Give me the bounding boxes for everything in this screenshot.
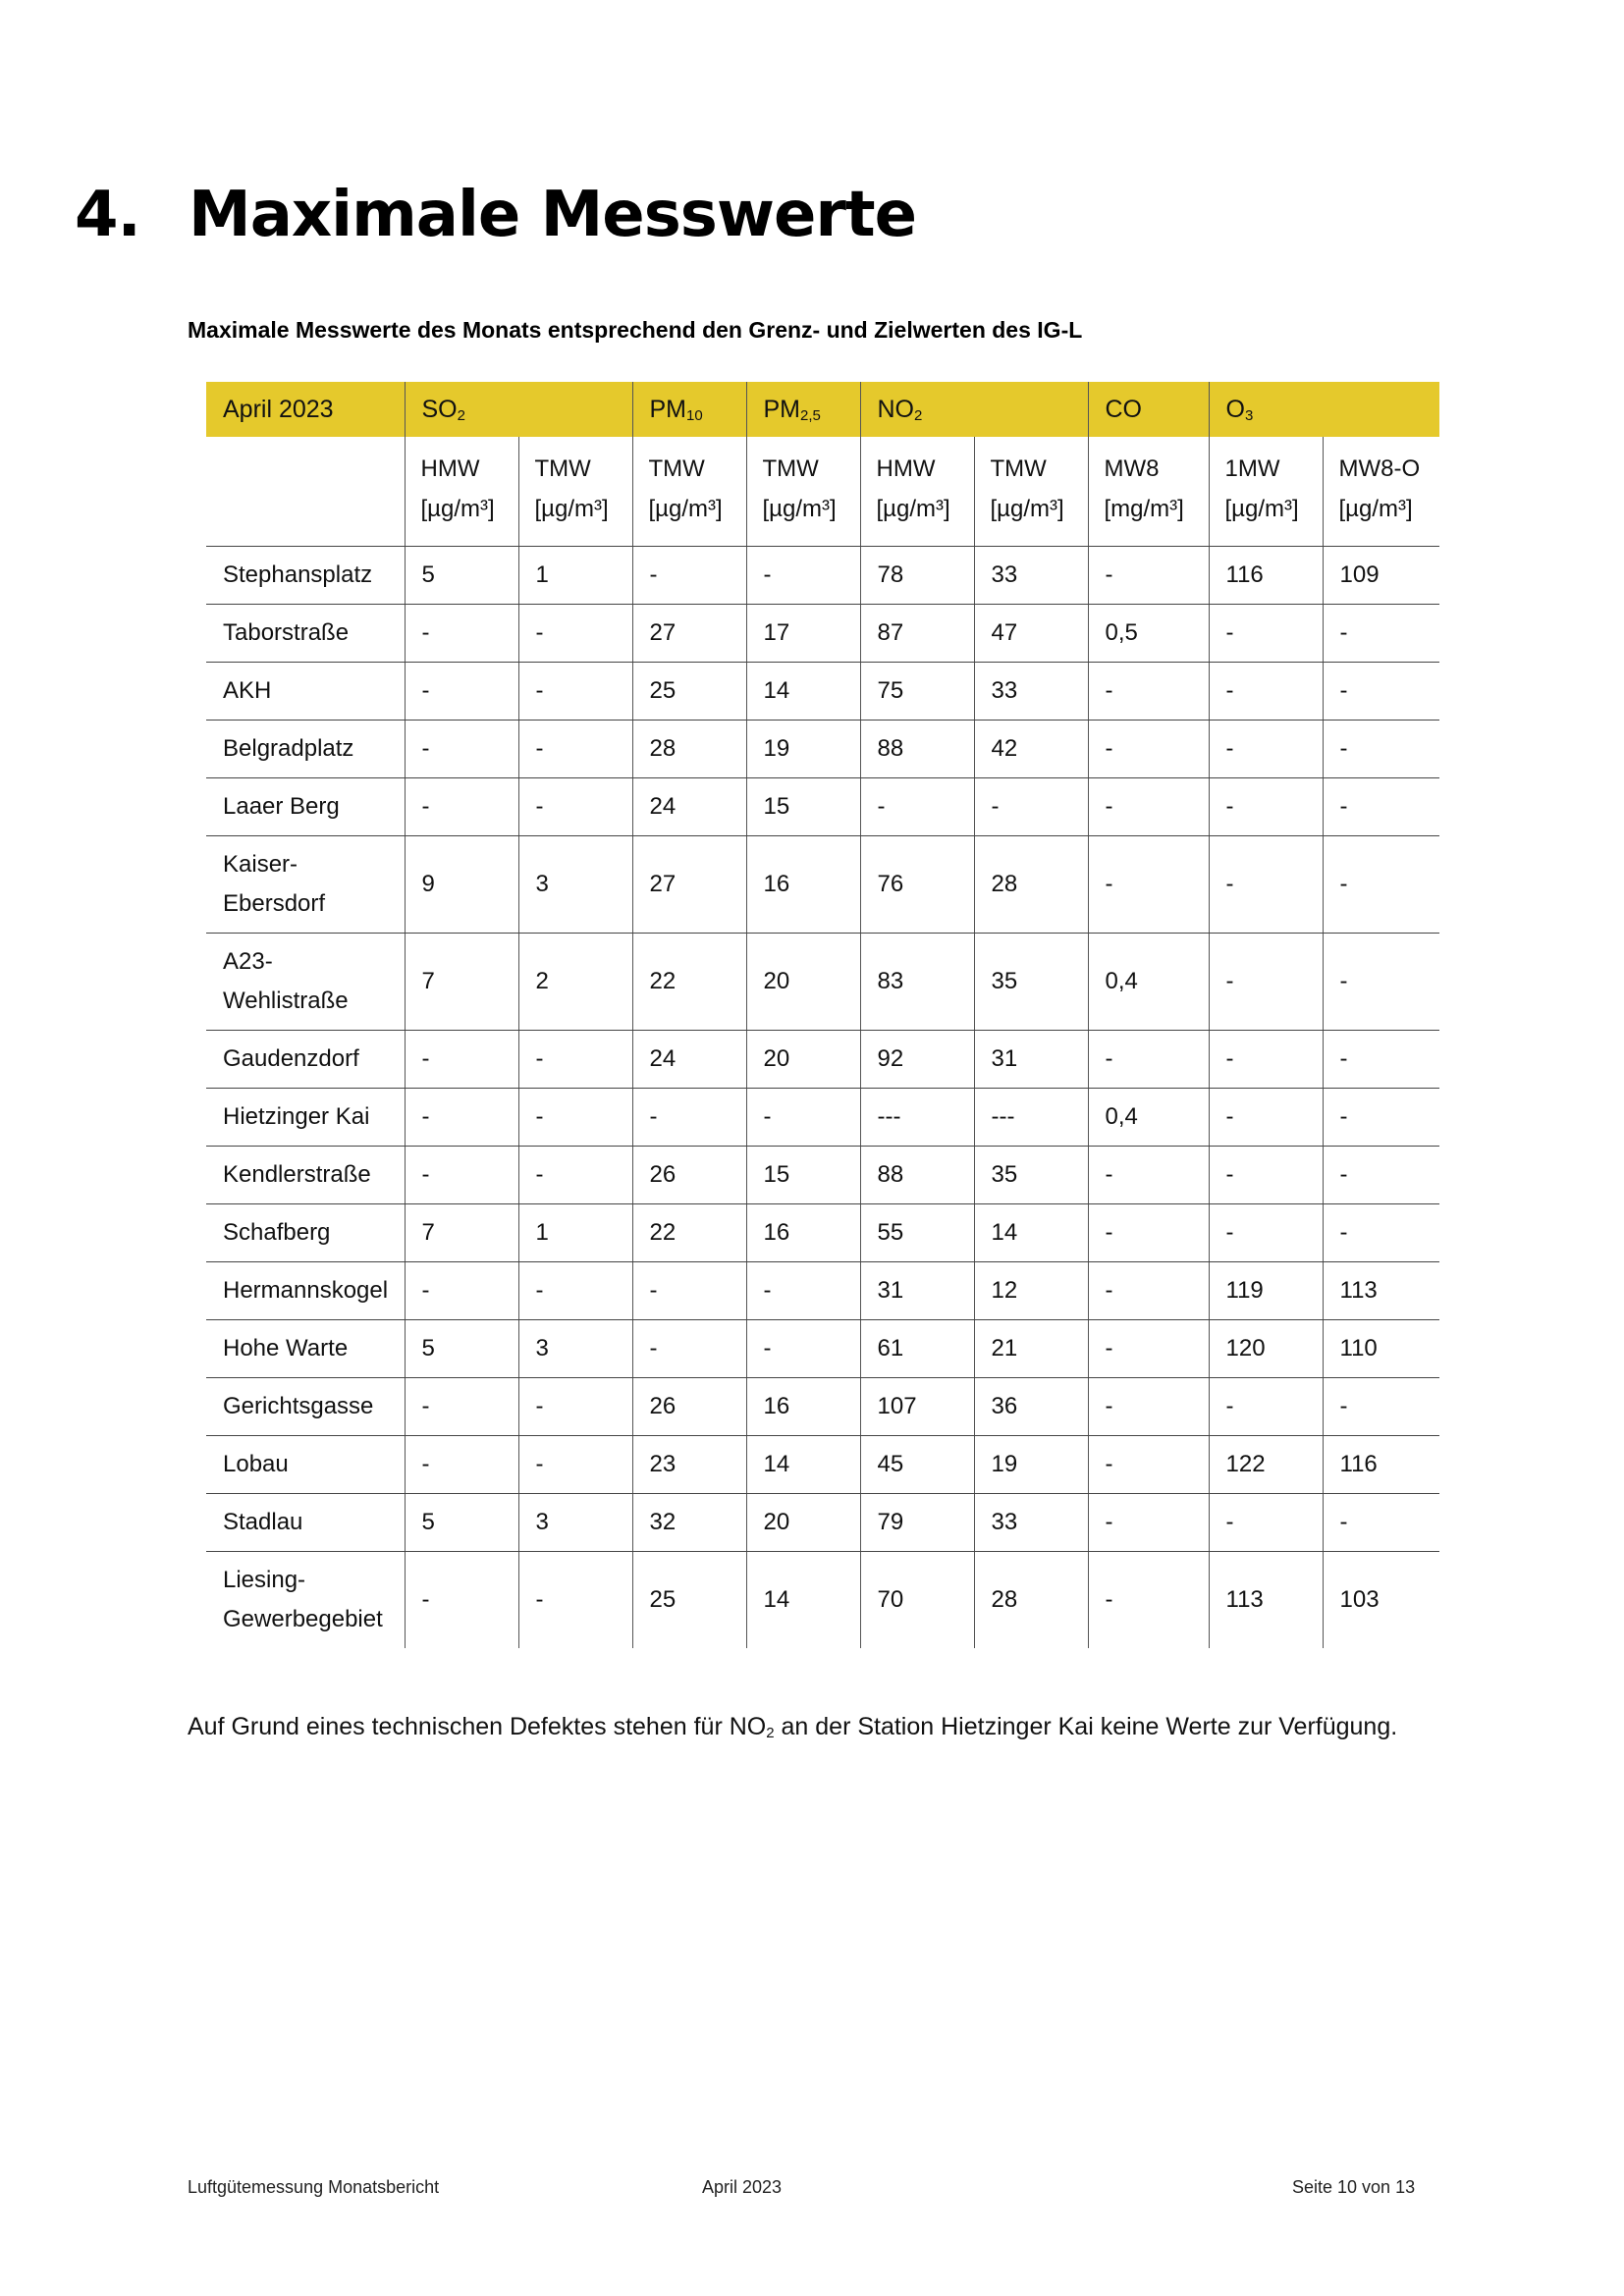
value-cell: - xyxy=(518,663,632,721)
value-cell: 7 xyxy=(405,934,518,1031)
value-cell: 32 xyxy=(632,1494,746,1552)
value-cell: 24 xyxy=(632,778,746,836)
value-cell: 19 xyxy=(974,1436,1088,1494)
value-cell: - xyxy=(1323,721,1439,778)
value-cell: 122 xyxy=(1209,1436,1323,1494)
footer-period: April 2023 xyxy=(702,2177,783,2197)
station-name: Hohe Warte xyxy=(206,1320,405,1378)
value-cell: 27 xyxy=(632,605,746,663)
value-cell: - xyxy=(405,1262,518,1320)
value-cell: 3 xyxy=(518,836,632,934)
value-cell: - xyxy=(1323,1147,1439,1204)
value-cell: - xyxy=(1209,1494,1323,1552)
value-cell: 119 xyxy=(1209,1262,1323,1320)
value-cell: - xyxy=(1088,1552,1209,1649)
group-header-no2: $NO_2$ xyxy=(860,382,1088,437)
value-cell: 20 xyxy=(746,934,860,1031)
column-header: TMW [µg/m³] xyxy=(746,437,860,547)
value-cell: - xyxy=(1209,1204,1323,1262)
value-cell: - xyxy=(746,1089,860,1147)
value-cell: - xyxy=(1088,778,1209,836)
value-cell: 28 xyxy=(974,836,1088,934)
value-cell: 25 xyxy=(632,663,746,721)
table-row xyxy=(206,663,1439,721)
value-cell: 33 xyxy=(974,663,1088,721)
value-cell: - xyxy=(1323,934,1439,1031)
value-cell: 61 xyxy=(860,1320,974,1378)
station-name: Belgradplatz xyxy=(206,721,405,778)
value-cell: 26 xyxy=(632,1378,746,1436)
value-cell: - xyxy=(1088,1262,1209,1320)
value-cell: 14 xyxy=(974,1204,1088,1262)
value-cell: - xyxy=(632,1089,746,1147)
value-cell: - xyxy=(1209,605,1323,663)
station-name: Laaer Berg xyxy=(206,778,405,836)
value-cell: - xyxy=(1209,778,1323,836)
value-cell: - xyxy=(405,1031,518,1089)
table-body xyxy=(206,547,1439,1649)
value-cell: 0,5 xyxy=(1088,605,1209,663)
value-cell: - xyxy=(518,1262,632,1320)
value-cell: 107 xyxy=(860,1378,974,1436)
value-cell: - xyxy=(1088,1147,1209,1204)
column-header: 1MW [µg/m³] xyxy=(1209,437,1323,547)
table-row xyxy=(206,1378,1439,1436)
column-header: MW8 [mg/m³] xyxy=(1088,437,1209,547)
value-cell: 33 xyxy=(974,547,1088,605)
value-cell: 5 xyxy=(405,547,518,605)
value-cell: 36 xyxy=(974,1378,1088,1436)
section-title: Maximale Messwerte xyxy=(189,179,916,251)
group-header-o3: $O_3$ xyxy=(1209,382,1439,437)
value-cell: - xyxy=(746,547,860,605)
value-cell: 15 xyxy=(746,1147,860,1204)
value-cell: - xyxy=(746,1320,860,1378)
value-cell: 3 xyxy=(518,1494,632,1552)
value-cell: 103 xyxy=(1323,1552,1439,1649)
station-name: Hermannskogel xyxy=(206,1262,405,1320)
value-cell: - xyxy=(405,1089,518,1147)
station-name: AKH xyxy=(206,663,405,721)
group-header-so2: $SO_2$ xyxy=(405,382,632,437)
value-cell: - xyxy=(1323,663,1439,721)
value-cell: - xyxy=(405,605,518,663)
value-cell: - xyxy=(1088,721,1209,778)
value-cell: 21 xyxy=(974,1320,1088,1378)
value-cell: 16 xyxy=(746,1378,860,1436)
value-cell: 25 xyxy=(632,1552,746,1649)
value-cell: 55 xyxy=(860,1204,974,1262)
column-header: MW8-O [µg/m³] xyxy=(1323,437,1439,547)
value-cell: - xyxy=(860,778,974,836)
value-cell: 116 xyxy=(1209,547,1323,605)
value-cell: 79 xyxy=(860,1494,974,1552)
value-cell: - xyxy=(518,1089,632,1147)
value-cell: 70 xyxy=(860,1552,974,1649)
table-row xyxy=(206,778,1439,836)
value-cell: 1 xyxy=(518,1204,632,1262)
value-cell: 28 xyxy=(632,721,746,778)
value-cell: - xyxy=(1209,663,1323,721)
value-cell: 12 xyxy=(974,1262,1088,1320)
value-cell: 75 xyxy=(860,663,974,721)
column-header: HMW [µg/m³] xyxy=(405,437,518,547)
value-cell: - xyxy=(1323,778,1439,836)
table-row xyxy=(206,1436,1439,1494)
value-cell: 23 xyxy=(632,1436,746,1494)
value-cell: - xyxy=(518,721,632,778)
value-cell: 109 xyxy=(1323,547,1439,605)
footer-report-name: Luftgütemessung Monatsbericht xyxy=(188,2177,440,2197)
value-cell: - xyxy=(405,1552,518,1649)
value-cell: 14 xyxy=(746,663,860,721)
value-cell: 113 xyxy=(1323,1262,1439,1320)
value-cell: 110 xyxy=(1323,1320,1439,1378)
value-cell: - xyxy=(1323,836,1439,934)
value-cell: - xyxy=(1209,1147,1323,1204)
value-cell: 19 xyxy=(746,721,860,778)
station-name: Lobau xyxy=(206,1436,405,1494)
column-header: HMW [µg/m³] xyxy=(860,437,974,547)
value-cell: - xyxy=(1088,836,1209,934)
value-cell: - xyxy=(1209,1378,1323,1436)
value-cell: - xyxy=(1088,1494,1209,1552)
station-name: Kendlerstraße xyxy=(206,1147,405,1204)
value-cell: - xyxy=(1209,934,1323,1031)
value-cell: - xyxy=(518,1436,632,1494)
value-cell: 120 xyxy=(1209,1320,1323,1378)
value-cell: 1 xyxy=(518,547,632,605)
value-cell: 83 xyxy=(860,934,974,1031)
value-cell: - xyxy=(632,1320,746,1378)
table-row xyxy=(206,1204,1439,1262)
table-row xyxy=(206,1552,1439,1649)
table-row xyxy=(206,547,1439,605)
value-cell: - xyxy=(405,778,518,836)
value-cell: 76 xyxy=(860,836,974,934)
value-cell: 2 xyxy=(518,934,632,1031)
value-cell: 27 xyxy=(632,836,746,934)
value-cell: - xyxy=(1088,1204,1209,1262)
value-cell: - xyxy=(1088,1320,1209,1378)
value-cell: --- xyxy=(860,1089,974,1147)
value-cell: - xyxy=(1088,1031,1209,1089)
table-row xyxy=(206,836,1439,934)
value-cell: - xyxy=(1088,1378,1209,1436)
value-cell: 113 xyxy=(1209,1552,1323,1649)
value-cell: 22 xyxy=(632,934,746,1031)
value-cell: 14 xyxy=(746,1552,860,1649)
station-name: Gerichtsgasse xyxy=(206,1378,405,1436)
max-values-table xyxy=(206,382,1439,1648)
station-name: A23- Wehlistraße xyxy=(206,934,405,1031)
value-cell: 20 xyxy=(746,1494,860,1552)
value-cell: 31 xyxy=(974,1031,1088,1089)
value-cell: 87 xyxy=(860,605,974,663)
table-row xyxy=(206,1494,1439,1552)
station-name: Taborstraße xyxy=(206,605,405,663)
value-cell: - xyxy=(518,1552,632,1649)
value-cell: 78 xyxy=(860,547,974,605)
value-cell: - xyxy=(1088,547,1209,605)
table-row xyxy=(206,1031,1439,1089)
value-cell: 16 xyxy=(746,1204,860,1262)
value-cell: 116 xyxy=(1323,1436,1439,1494)
value-cell: - xyxy=(518,605,632,663)
value-cell: - xyxy=(518,1147,632,1204)
group-header-pm10: $PM_{10}$ xyxy=(632,382,746,437)
value-cell: - xyxy=(746,1262,860,1320)
value-cell: 24 xyxy=(632,1031,746,1089)
value-cell: 47 xyxy=(974,605,1088,663)
station-name: Liesing- Gewerbegebiet xyxy=(223,1567,383,1632)
value-cell: 16 xyxy=(746,836,860,934)
value-cell: - xyxy=(518,1378,632,1436)
table-caption: Maximale Messwerte des Monats entsprechend den Grenz- und Zielwerten des IG-L xyxy=(188,317,1083,343)
table-row xyxy=(206,721,1439,778)
value-cell: - xyxy=(405,663,518,721)
pollutant-header-row xyxy=(206,382,1439,437)
value-cell: - xyxy=(405,1378,518,1436)
value-cell: 3 xyxy=(518,1320,632,1378)
value-cell: - xyxy=(632,1262,746,1320)
value-cell: --- xyxy=(974,1089,1088,1147)
value-cell: - xyxy=(518,778,632,836)
value-cell: 88 xyxy=(860,721,974,778)
value-cell: - xyxy=(1323,605,1439,663)
empty-header-cell xyxy=(206,437,405,547)
value-cell: - xyxy=(1209,836,1323,934)
value-cell: - xyxy=(405,1147,518,1204)
value-cell: - xyxy=(1209,721,1323,778)
table-row xyxy=(206,1320,1439,1378)
value-cell: 5 xyxy=(405,1494,518,1552)
table-row xyxy=(206,934,1439,1031)
value-cell: 7 xyxy=(405,1204,518,1262)
station-name: Schafberg xyxy=(206,1204,405,1262)
station-name: Hietzinger Kai xyxy=(206,1089,405,1147)
value-cell: - xyxy=(405,721,518,778)
station-name: Kaiser- Ebersdorf xyxy=(206,836,405,934)
section-number: 4. xyxy=(75,179,140,251)
value-cell: - xyxy=(974,778,1088,836)
value-cell: - xyxy=(1323,1204,1439,1262)
value-cell: 17 xyxy=(746,605,860,663)
table-row xyxy=(206,1089,1439,1147)
group-header-pm25: $PM_{2,5}$ xyxy=(746,382,860,437)
value-cell: - xyxy=(632,547,746,605)
value-cell: - xyxy=(1323,1378,1439,1436)
column-header: TMW [µg/m³] xyxy=(518,437,632,547)
value-cell: 31 xyxy=(860,1262,974,1320)
station-name: Gaudenzdorf xyxy=(206,1031,405,1089)
station-name: Stephansplatz xyxy=(206,547,405,605)
value-cell: 35 xyxy=(974,934,1088,1031)
value-cell: 88 xyxy=(860,1147,974,1204)
table-row xyxy=(206,1262,1439,1320)
value-cell: - xyxy=(1209,1089,1323,1147)
value-cell: 20 xyxy=(746,1031,860,1089)
table-row xyxy=(206,605,1439,663)
group-header-co: CO xyxy=(1088,382,1209,437)
footnote: Auf Grund eines technischen Defektes stehen für $NO_2$ an der Station Hietzinger Kai keine Werte zur Verfügung. xyxy=(188,1713,1398,1741)
value-cell: 33 xyxy=(974,1494,1088,1552)
page-title xyxy=(75,179,916,251)
value-cell: - xyxy=(1323,1031,1439,1089)
value-cell: 28 xyxy=(974,1552,1088,1649)
period-header: April 2023 xyxy=(206,382,405,437)
unit-header-row xyxy=(206,437,1439,547)
column-header: TMW [µg/m³] xyxy=(632,437,746,547)
value-cell: 26 xyxy=(632,1147,746,1204)
column-header: TMW [µg/m³] xyxy=(974,437,1088,547)
value-cell: 0,4 xyxy=(1088,1089,1209,1147)
value-cell: - xyxy=(405,1436,518,1494)
value-cell: - xyxy=(1209,1031,1323,1089)
value-cell: - xyxy=(1088,1436,1209,1494)
table-row xyxy=(206,1147,1439,1204)
footer-page-number: Seite 10 von 13 xyxy=(1292,2177,1416,2197)
value-cell: 0,4 xyxy=(1088,934,1209,1031)
value-cell: 92 xyxy=(860,1031,974,1089)
value-cell: 22 xyxy=(632,1204,746,1262)
value-cell: 35 xyxy=(974,1147,1088,1204)
value-cell: 5 xyxy=(405,1320,518,1378)
value-cell: - xyxy=(1088,663,1209,721)
value-cell: 9 xyxy=(405,836,518,934)
value-cell: - xyxy=(1323,1494,1439,1552)
station-name: Stadlau xyxy=(206,1494,405,1552)
value-cell: - xyxy=(518,1031,632,1089)
value-cell: 14 xyxy=(746,1436,860,1494)
value-cell: 42 xyxy=(974,721,1088,778)
value-cell: - xyxy=(1323,1089,1439,1147)
value-cell: 15 xyxy=(746,778,860,836)
value-cell: 45 xyxy=(860,1436,974,1494)
